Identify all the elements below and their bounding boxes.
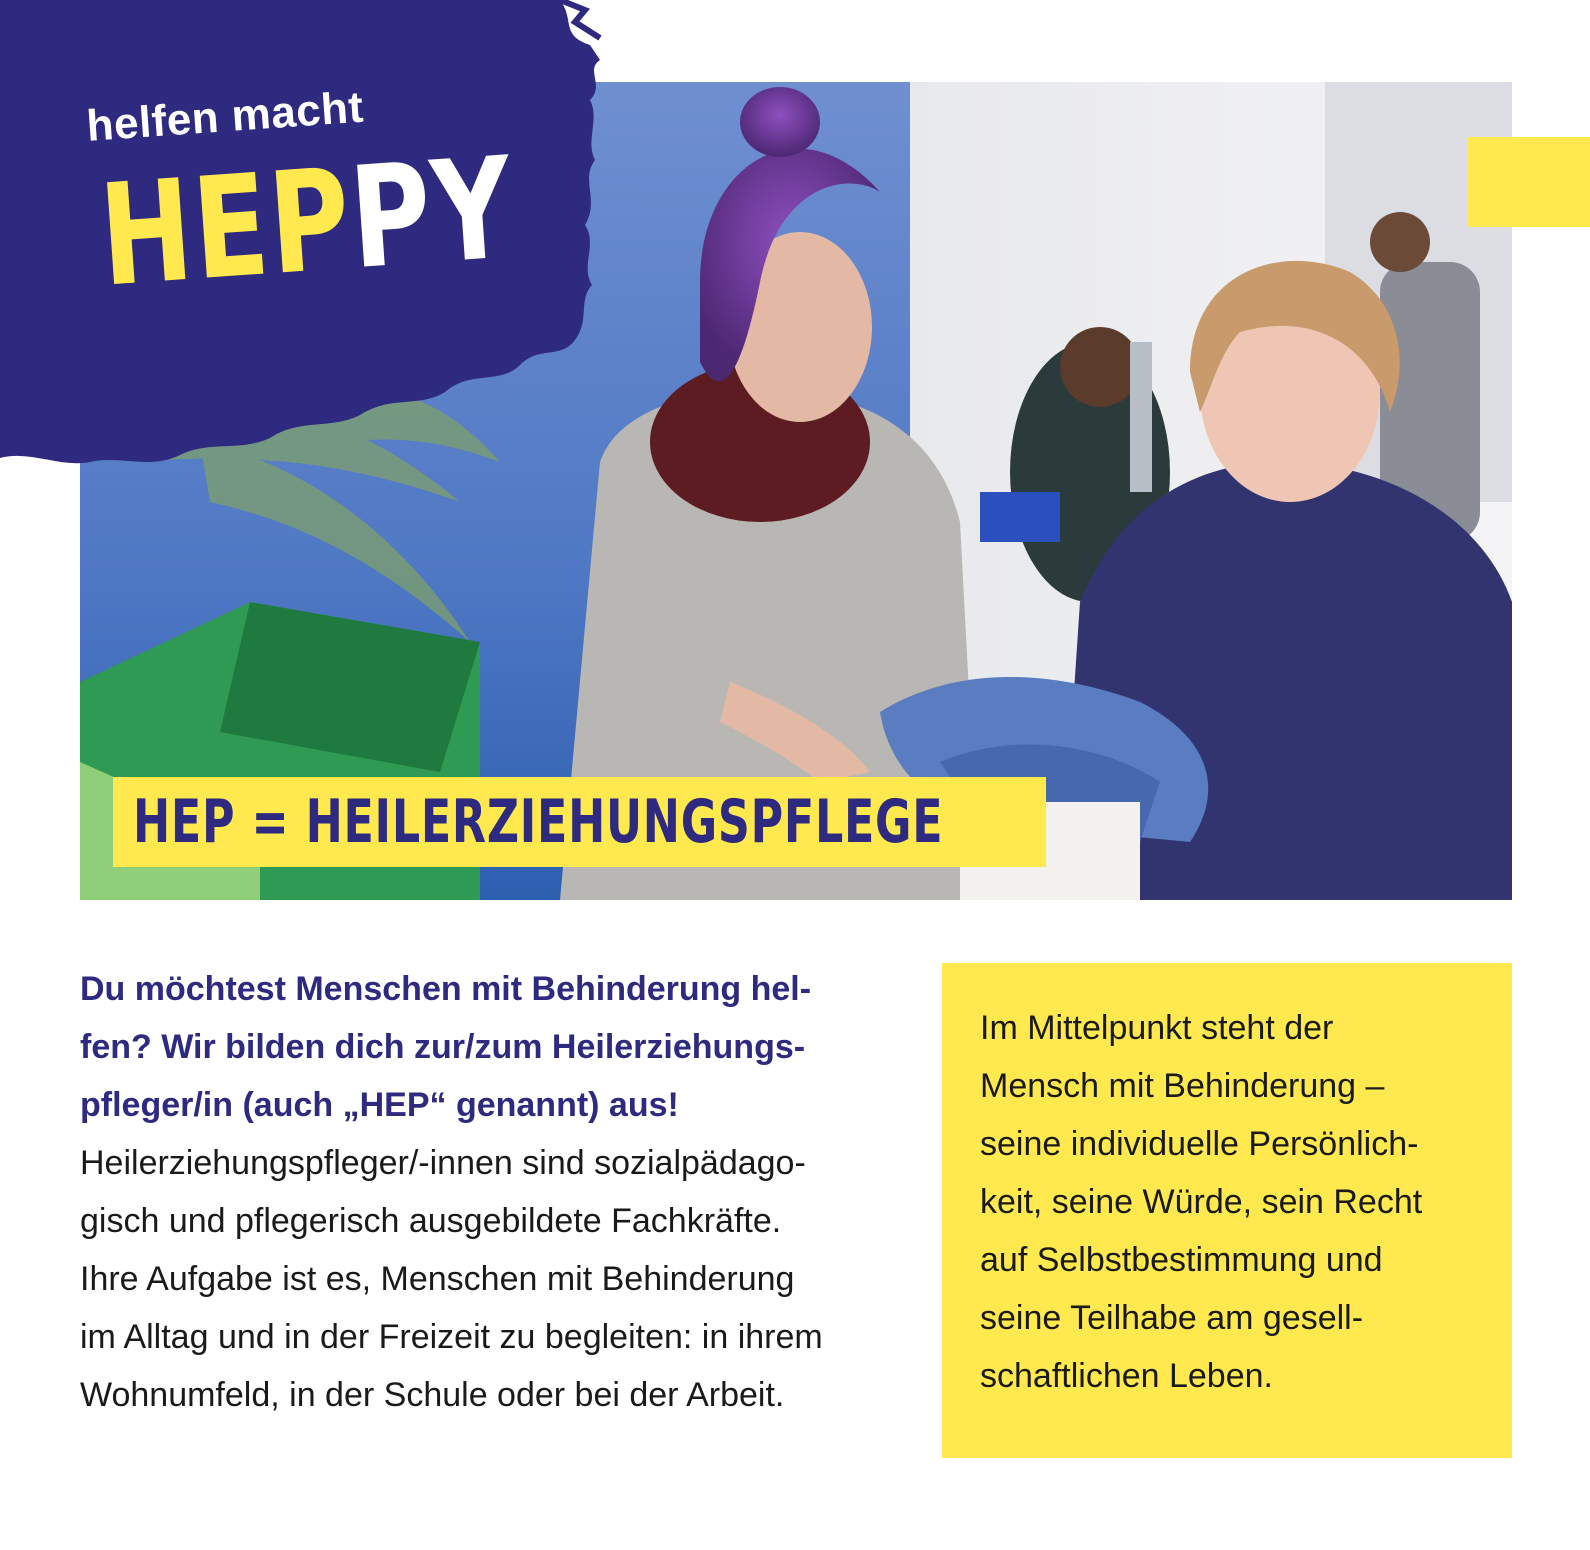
intro-body-line: Ihre Aufgabe ist es, Menschen mit Behinderung (80, 1260, 795, 1298)
highlight-line: seine Teilhabe am gesell- (980, 1299, 1364, 1337)
brand-title (95, 127, 519, 319)
highlight-text (980, 999, 1500, 1405)
intro-lead-line: fen? Wir bilden dich zur/zum Heilerziehungs- (80, 1028, 806, 1066)
intro-body-line: im Alltag und in der Freizeit zu begleiten: in ihrem (80, 1318, 823, 1356)
brand-title-py: PY (345, 127, 519, 302)
highlight-line: seine individuelle Persönlich- (980, 1125, 1419, 1163)
highlight-line: Im Mittelpunkt steht der (980, 1009, 1334, 1047)
title-banner (113, 777, 1046, 867)
intro-text (80, 960, 910, 1424)
intro-lead-line: pfleger/in (auch „HEP“ genannt) aus! (80, 1086, 679, 1124)
banner-text: HEP = HEILERZIEHUNGSPFLEGE (133, 787, 944, 857)
highlight-line: schaftlichen Leben. (980, 1357, 1273, 1395)
highlight-line: Mensch mit Behinderung – (980, 1067, 1385, 1105)
intro-lead-line: Du möchtest Menschen mit Behinderung hel- (80, 970, 812, 1008)
yellow-accent-bar (1467, 137, 1590, 227)
intro-body-line: Heilerziehungspfleger/-innen sind sozialpädago- (80, 1144, 806, 1182)
highlight-line: keit, seine Würde, sein Recht (980, 1183, 1423, 1221)
intro-body-line: Wohnumfeld, in der Schule oder bei der Arbeit. (80, 1376, 785, 1414)
highlight-box (942, 963, 1512, 1458)
tagline-small: helfen macht (85, 82, 366, 151)
brand-title-hep: HEP (95, 138, 357, 319)
highlight-line: auf Selbstbestimmung und (980, 1241, 1383, 1279)
intro-body-line: gisch und pflegerisch ausgebildete Fachkräfte. (80, 1202, 782, 1240)
